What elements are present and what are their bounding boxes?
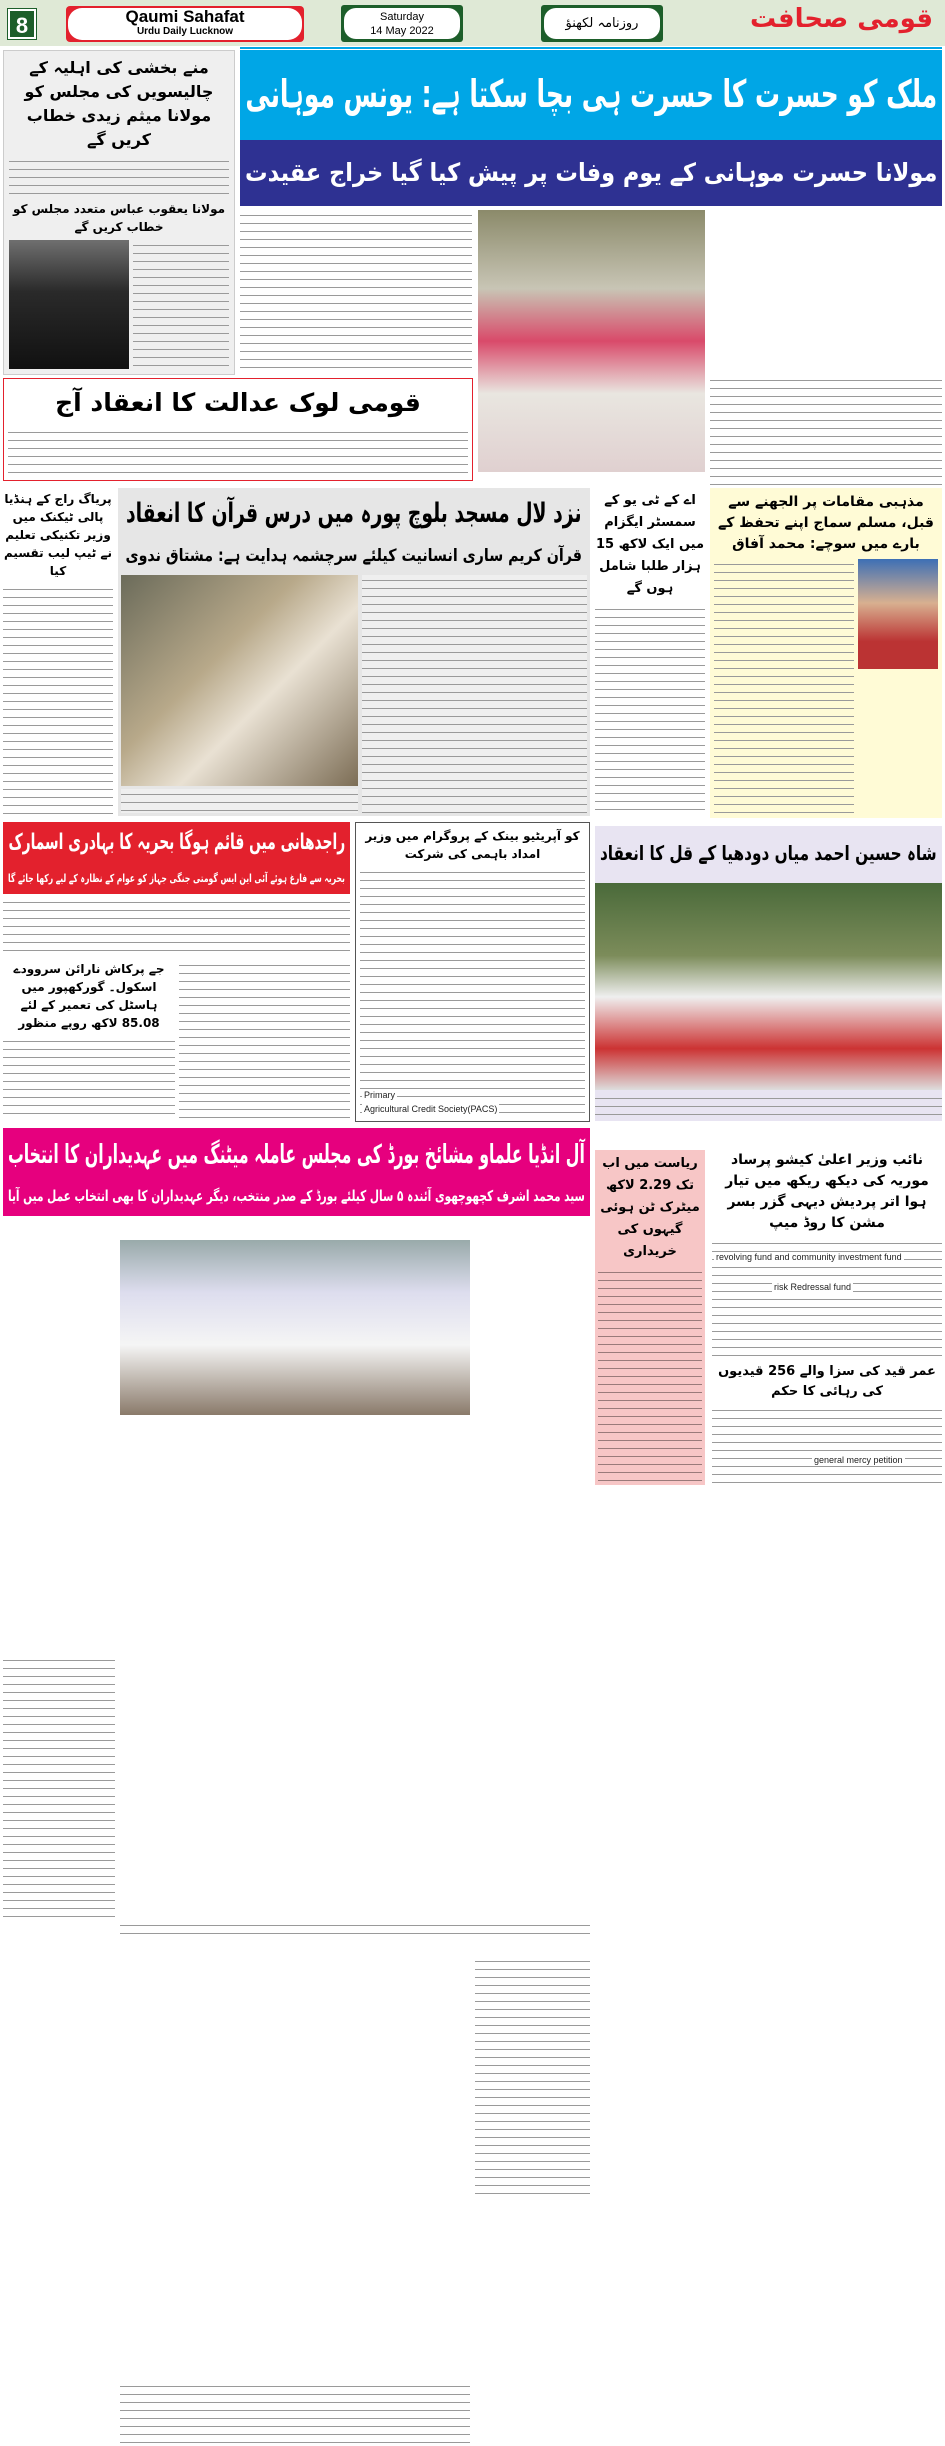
coop-body [360, 867, 585, 1117]
ulema-subheadline: سید محمد اشرف کچھوچھوی آئندہ ۵ سال کیلئے بورڈ کے صدر منتخب، دیگر عہدیداران کا بھی انتخاب عمل میں آیا [8, 1186, 585, 1205]
wheat-body [598, 1267, 702, 1482]
adalat-story [3, 378, 473, 481]
qul-photo [595, 883, 942, 1090]
navy-headline-bar [3, 822, 350, 864]
qul-body [595, 1093, 942, 1121]
roadmap-story [712, 1150, 942, 1485]
dars-headline: نزد لال مسجد بلوچ پورہ میں درس قرآن کا انعقاد [126, 497, 582, 529]
navy-headline: راجدھانی میں قائم ہوگا بحریہ کا بہادری اسمارک [8, 830, 345, 856]
coop-headline: کو آپریٹیو بینک کے پروگرام میں وزیر امداد باہمی کی شرکت [365, 829, 580, 861]
roadmap-body [712, 1238, 942, 1358]
urdu-logo: قومی صحافت [750, 4, 933, 34]
day: Saturday [379, 11, 425, 23]
date-box [341, 5, 463, 42]
ulema-body-bottom [120, 2381, 470, 2446]
prisoners-headline: عمر قید کی سزا والے 256 قیدیوں کی رہائی کا حکم [718, 1364, 936, 1399]
ulema-subheadline-bar [3, 1180, 590, 1212]
polytechnic-story [3, 490, 113, 815]
adalat-headline-bar [8, 383, 468, 423]
roznama: روزنامہ لکھنؤ [544, 8, 660, 39]
aafaq-story [710, 488, 942, 818]
navy-body-2 [179, 960, 350, 1120]
polytechnic-body [3, 584, 113, 815]
primary-text: Primary [364, 1090, 395, 1100]
lead-subheadline-bar [240, 140, 942, 206]
hostel-body [3, 1036, 175, 1120]
dars-body [362, 575, 587, 813]
qul-headline-bar [595, 826, 942, 880]
aktu-headline: اے کے ٹی یو کے سمسٹر ایگزام میں ایک لاکھ 15 ہزار طلبا شامل ہوں گے [595, 493, 705, 597]
aktu-body [595, 604, 705, 815]
dars-body-bottom [121, 789, 358, 813]
yaqoob-headline: مولانا یعقوب عباس متعدد مجلس کو خطاب کریں گے [12, 202, 226, 234]
roznama-box [541, 5, 663, 42]
pacs-text: Agricultural Credit Society(PACS) [364, 1104, 498, 1114]
ulema-headline-bar [3, 1132, 590, 1180]
roadmap-headline: نائب وزیر اعلیٰ کیشو پرساد موریہ کی دیکھ ریکھ میں تیار ہوا اتر پردیش دیہی گزر بسر مشن کا روڈ میپ [725, 1152, 929, 1231]
wheat-headline: ریاست میں اب تک 2.29 لاکھ میٹرک ٹن ہوئی گیہوں کی خریداری [600, 1156, 700, 1260]
dars-subheadline-bar [121, 541, 587, 571]
ulema-headline: آل انڈیا علماو مشائخ بورڈ کی مجلس عاملہ میٹنگ میں عہدیداران کا انتخاب [8, 1140, 585, 1171]
roses-photo [478, 210, 705, 472]
adalat-body [8, 427, 468, 476]
mercy-text: general mercy petition [814, 1455, 903, 1465]
ulema-photo [120, 1240, 470, 1415]
adalat-headline: قومی لوک عدالت کا انعقاد آج [55, 388, 421, 418]
coop-story [355, 822, 590, 1122]
majlis-body [9, 156, 229, 196]
navy-subheadline: بحریہ سے فارغ ہوئے آئی این ایس گومتی جنگی جہاز کو عوام کے نظارہ کے لیے رکھا جائے گا [8, 871, 345, 885]
page-number: 8 [8, 9, 36, 39]
rule [240, 47, 942, 49]
date: 14 May 2022 [370, 25, 434, 37]
dars-photo [121, 575, 358, 786]
aktu-story [595, 490, 705, 815]
navy-story [3, 822, 350, 1120]
ulema-body-left [3, 1655, 115, 1920]
navy-subheadline-bar [3, 864, 350, 894]
ulema-body-top [120, 1920, 590, 1936]
lead-headline-bar [240, 50, 942, 140]
fund-text: revolving fund and community investment fund [716, 1252, 902, 1262]
portrait-photo [9, 240, 129, 369]
prisoners-body [712, 1405, 942, 1485]
qul-headline: شاہ حسین احمد میاں دودھیا کے قل کا انعقاد [600, 840, 937, 865]
qul-story [595, 826, 942, 1121]
aafaq-headline: مذہبی مقامات پر الجھنے سے قبل، مسلم سماج اپنے تحفظ کے بارے میں سوچے: محمد آفاق [718, 494, 934, 552]
brand-name: Qaumi Sahafat [125, 7, 245, 26]
majlis-story [3, 50, 235, 375]
risk-text: risk Redressal fund [774, 1282, 852, 1292]
lead-headline: ملک کو حسرت کا حسرت ہی بچا سکتا ہے: یونس موہانی [245, 72, 937, 117]
lead-body-left [240, 210, 472, 375]
polytechnic-headline: پریاگ راج کے ہنڈیا پالی ٹیکنک میں وزیر تکنیکی تعلیم نے ٹیپ لیب تقسیم کیا [4, 492, 112, 578]
navy-body [3, 897, 350, 957]
dars-subheadline: قرآن کریم ساری انسانیت کیلئے سرچشمہ ہدایت ہے: مشتاق ندوی [125, 545, 583, 566]
ulema-body-right [475, 1956, 590, 2201]
dars-headline-bar [121, 491, 587, 537]
ulema-banner [3, 1128, 590, 1216]
yaqoob-body [133, 240, 229, 369]
brand-subtitle: Urdu Daily Lucknow [136, 26, 234, 37]
majlis-headline: منے بخشی کی اہلیہ کے چالیسویں کی مجلس کو مولانا میثم زیدی خطاب کریں گے [24, 58, 214, 149]
lead-subheadline: مولانا حسرت موہانی کے یوم وفات پر پیش کیا گیا خراج عقیدت [244, 158, 938, 188]
wheat-story [595, 1150, 705, 1485]
aafaq-body [714, 559, 854, 814]
dars-story [118, 488, 590, 816]
brand-box [66, 6, 304, 42]
hostel-headline: جے پرکاش نارائن سروودے اسکول۔ گورکھپور میں ہاسٹل کی تعمیر کے لئے 85.08 لاکھ روپے منظور [13, 962, 165, 1030]
aafaq-photo [858, 559, 938, 669]
